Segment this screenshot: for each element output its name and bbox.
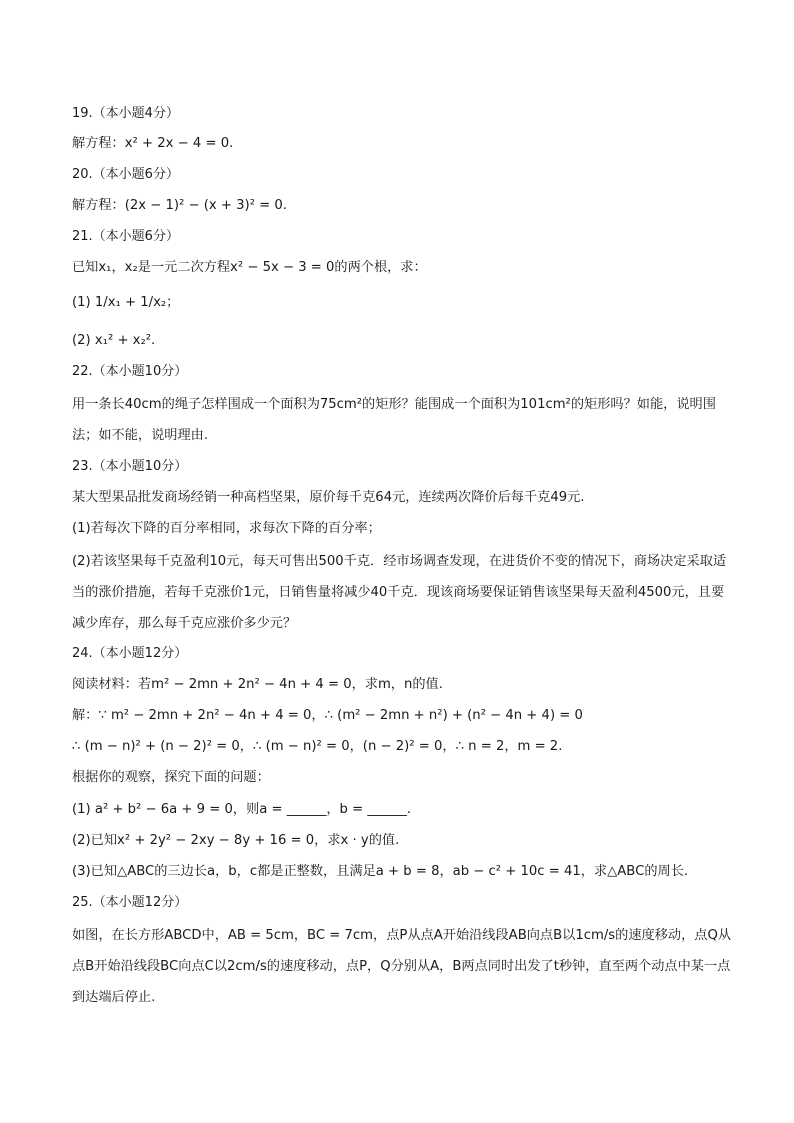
question-19-header: 19.（本小题4分） [72,106,179,121]
question-22-header: 22.（本小题10分） [72,364,188,379]
question-21-header: 21.（本小题6分） [72,229,179,244]
question-22-text: 用一条长40cm的绳子怎样围成一个面积为75cm²的矩形？能围成一个面积为101cm²的矩形吗？如能，说明围法；如不能，说明理由. [72,397,716,443]
question-24-part-2: (2)已知x² + 2y² − 2xy − 8y + 16 = 0，求x · y的值. [72,833,400,848]
question-25-header: 25.（本小题12分） [72,895,188,910]
question-24-solution-2: ∴ (m − n)² + (n − 2)² = 0，∴ (m − n)² = 0，(n − 2)² = 0，∴ n = 2，m = 2. [72,739,563,754]
question-23-part-1: (1)若每次下降的百分率相同，求每次下降的百分率； [72,521,381,536]
question-23-part-2: (2)若该坚果每千克盈利10元，每天可售出500千克．经市场调查发现，在进货价不变的情况下，商场决定采取适当的涨价措施，若每千克涨价1元，日销售量将减少40千克．现该商场要保证销售该坚果每天盈利4500元，且要减少库存，那么每千克应涨价多少元？ [72,554,727,631]
question-21-part-2: (2) x₁² + x₂². [72,333,156,348]
question-20-header: 20.（本小题6分） [72,167,179,182]
question-25-text: 如图，在长方形ABCD中，AB = 5cm，BC = 7cm，点P从点A开始沿线段AB向点B以1cm/s的速度移动，点Q从点B开始沿线段BC向点C以2cm/s的速度移动，点P，Q分别从A，B两点同时出发了t秒钟，直至两个动点中某一点到达端后停止. [72,928,732,1005]
question-24-part-3: (3)已知△ABC的三边长a，b，c都是正整数，且满足a + b = 8，ab − c² + 10c = 41，求△ABC的周长. [72,864,689,879]
question-24-material: 阅读材料：若m² − 2mn + 2n² − 4n + 4 = 0，求m，n的值. [72,677,443,692]
question-24-part-1: (1) a² + b² − 6a + 9 = 0，则a = ______，b = ______. [72,802,412,817]
question-23-text: 某大型果品批发商场经销一种高档坚果，原价每千克64元，连续两次降价后每千克49元. [72,490,585,505]
question-21-part-1: (1) 1/x₁ + 1/x₂； [72,295,180,310]
question-24-header: 24.（本小题12分） [72,646,188,661]
question-21-text: 已知x₁，x₂是一元二次方程x² − 5x − 3 = 0的两个根，求： [72,260,427,275]
question-19-text: 解方程：x² + 2x − 4 = 0. [72,136,234,151]
question-20-text: 解方程：(2x − 1)² − (x + 3)² = 0. [72,198,287,213]
question-23-header: 23.（本小题10分） [72,459,188,474]
question-24-solution-1: 解：∵ m² − 2mn + 2n² − 4n + 4 = 0，∴ (m² − 2mn + n²) + (n² − 4n + 4) = 0 [72,708,583,723]
question-24-prompt: 根据你的观察，探究下面的问题： [72,770,270,785]
